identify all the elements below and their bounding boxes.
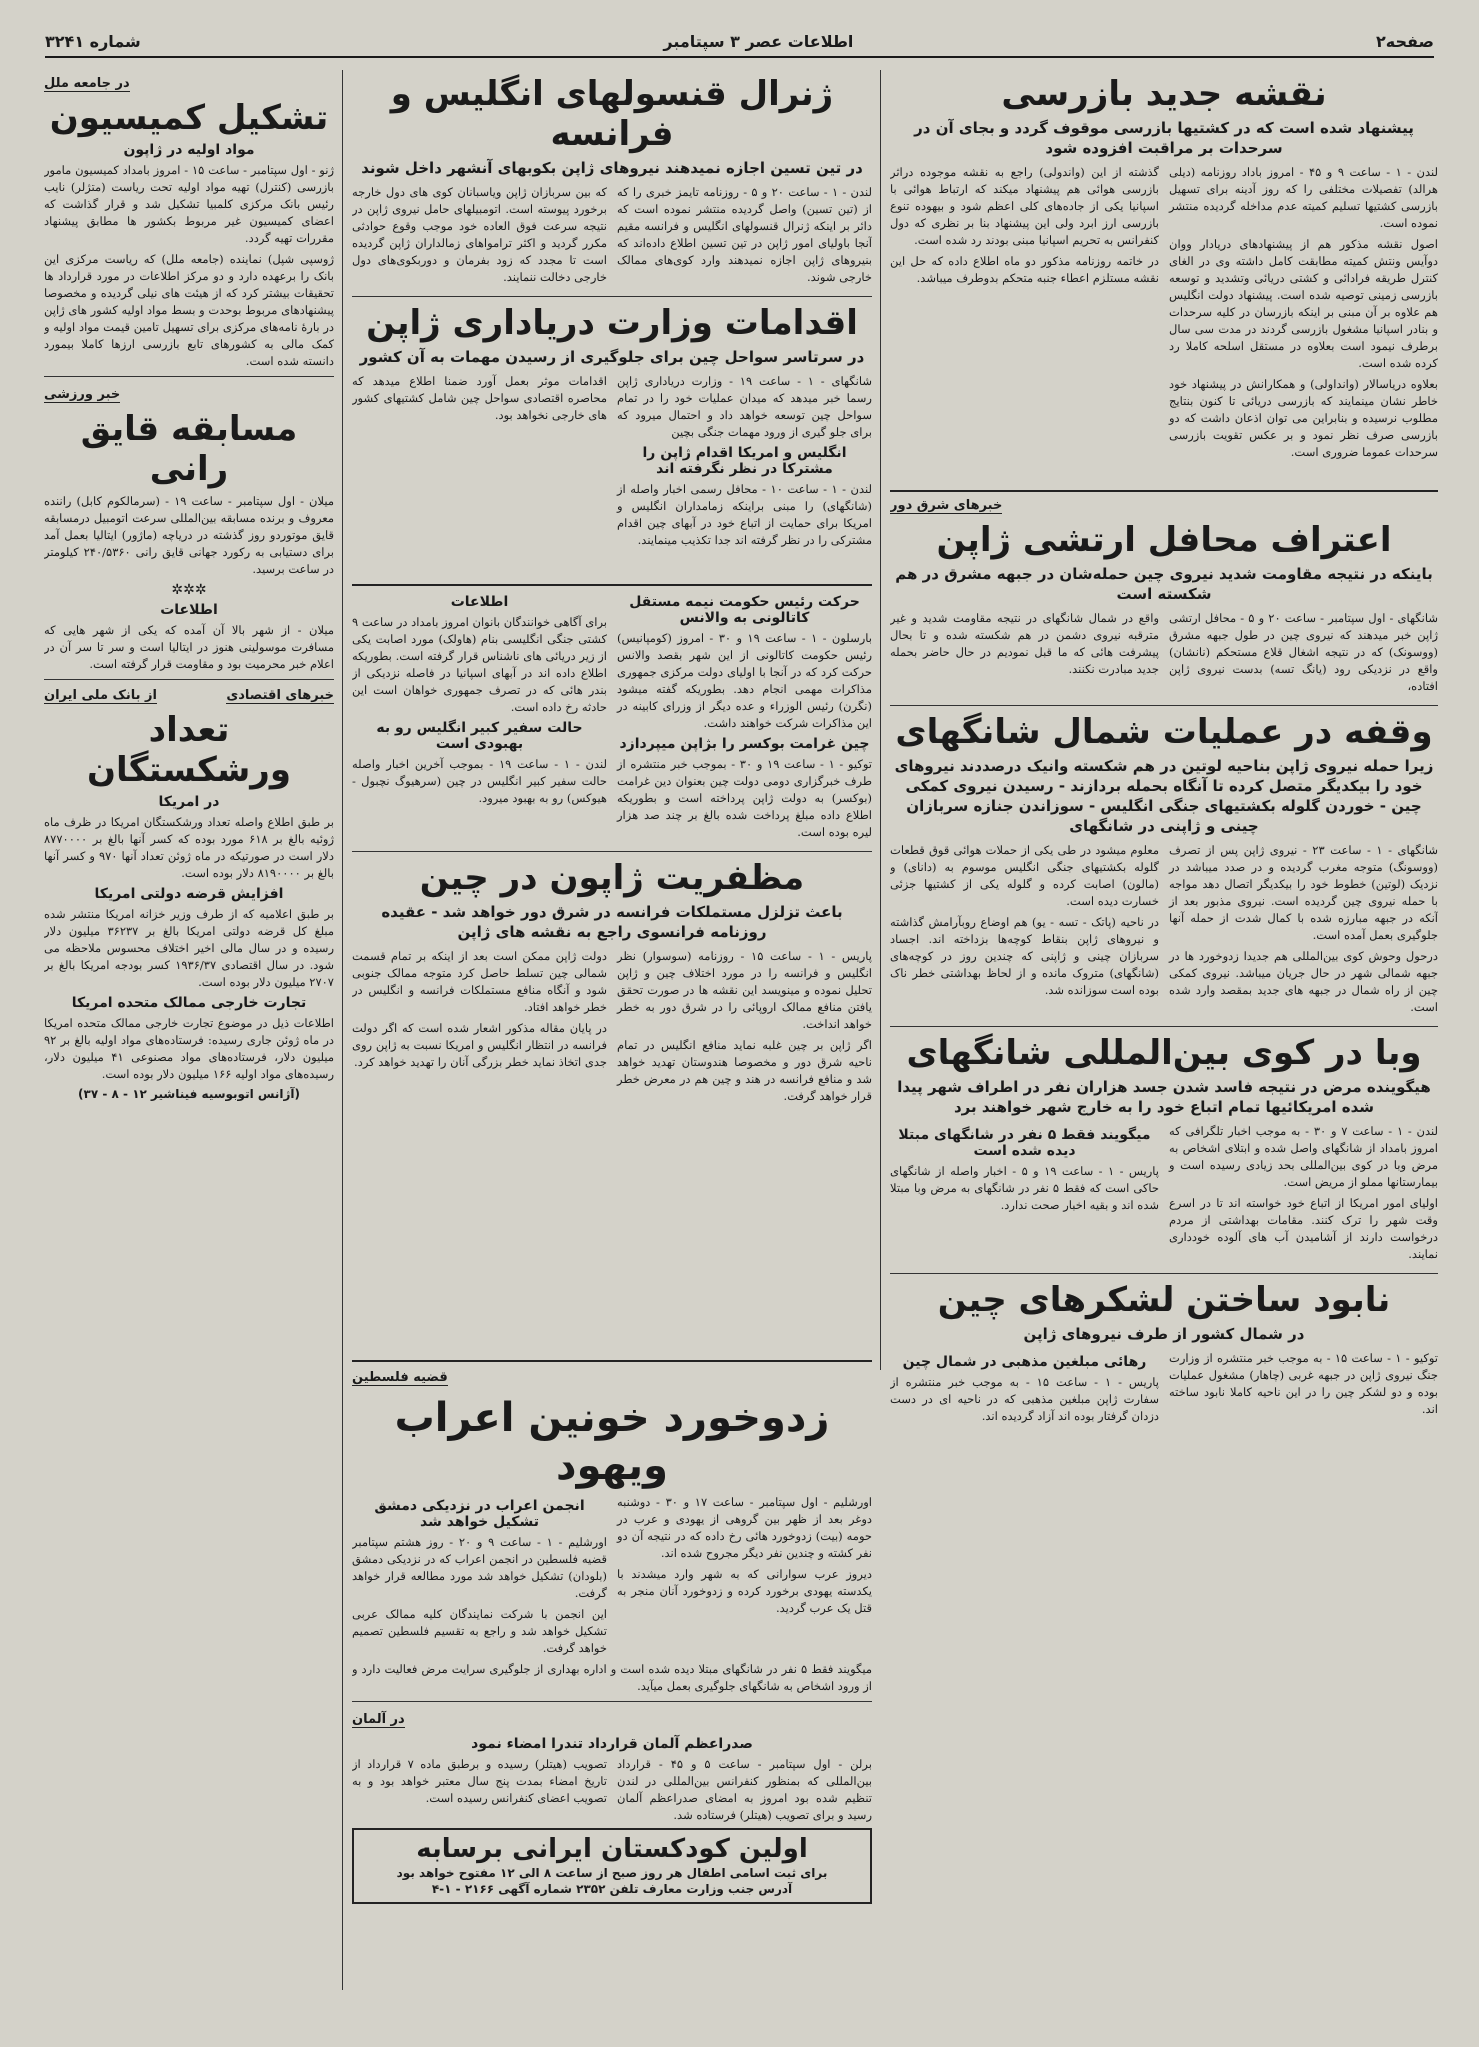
subheadline: زیرا حمله نیروی ژاپن بناحیه لوتین در هم شکسته وانیک درصددند نیروهای خود را بیکدیگر متصل کرده تا آنگاه بحمله بردازند - رسیدن نیروی کمکی چین - خوردن گلوله بکشتیهای جنگی انگلیس - سوزاندن جنازه سربازان چینی و ژاپنی در شانگهای [894,757,1434,835]
paragraph: این انجمن با شرکت نمایندگان کلیه ممالک عربی تشکیل خواهد شد و راجع به تقسیم فلسطین تصمیم خواهد گرفت. [352,1607,607,1655]
subheadline: حرکت رئیس حکومت نیمه مستقل کاتالونی به والانس [629,594,860,626]
paragraph: دولت ژاپن ممکن است بعد از اینکه بر تمام قسمت شمالی چین تسلط حاصل کرد متوجه ممالک جنوبی شود و آنگاه منافع مستملکات فرانسه و انگلیس در خطر خواهد افتاد. [352,949,607,1014]
paragraph: بارسلون - ۱ - ساعت ۱۹ و ۳۰ - امروز (کومپانیس) رئیس حکومت کاتالونی از این شهر بقصد والانس حرکت کرد که در آنجا با اولیای دولت مرکزی جمهوری مذاکرات مهمی انجام دهد. بطوریکه گفته میشود (نگرن) رئیس الوزراء و عده دیگر از وزرای کابینه در این مذاکرات شرکت خواهند داشت. [617,631,872,730]
far-east-news [890,494,1438,1864]
subheadline: در سرتاسر سواحل چین برای جلوگیری از رسیدن مهمات به آن کشور [359,348,865,366]
divider [44,376,334,377]
divider [890,705,1438,706]
paragraph: لندن - ۱ - ساعت ۲۰ و ۵ - روزنامه تایمز خبری را که از (تین تسین) واصل گردیده منتشر نموده است که دائر بر اینکه ژنرال قنسولهای انگلیس و فرانسه مقیم آنجا باولیای امور ژاپن در تین تسین اطلاع داده‌اند که بنیروهای ژاپن اجازه نمیدهند وارد کوی‌های ممالک خارجی شوند. [617,185,872,284]
paragraph: پاریس - ۱ - ساعت ۱۹ و ۵ - اخبار واصله از شانگهای حاکی است که فقط ۵ نفر در شانگهای به مرض وبا مبتلا شده اند و بقیه اخبار صحت ندارد. [890,1164,1160,1212]
ad-line: برای ثبت اسامی اطفال هر روز صبح از ساعت ۸ الی ۱۲ مفتوح خواهد بود [396,1866,828,1880]
ad-title: اولین کودکستان ایرانی برسابه [416,1834,808,1864]
section-tag: در آلمان [352,1712,405,1727]
subheadline: در امریکا [158,794,220,810]
paragraph: اصول نقشه مذکور هم از پیشنهادهای دریادار ووان دوآیس ونتش کمیته مطابقت کامل داشته وی در الغای کنترل طریقه فرادائی و کشتی دریائی وتشدید و توسعه بازرسی زمینی توصیه شده است. پیشنهاد دولت انگلیس هم علاوه بر آن مبنی بر اینکه بازرسان در کلیه سرحدات و بنادر اسپانیا مشغول بازرسی گردند در مدت سی سال برطرف نیمود است بعلاوه در مستقل اسلحه کاملا رد کرده شده است. [1169,237,1438,370]
paragraph: لندن - ۱ - ساعت ۱۰ - محافل رسمی اخبار واصله از (شانگهای) را مبنی براینکه زمامداران انگلیس و امریکا برای حمایت از اتباع خود در آبهای چین اقدام مشترکی را در نظر گرفته اند جدا تکذیب مینمایند. [617,482,872,547]
subheadline: اطلاعات [160,602,218,618]
section-rule [352,1360,872,1362]
section-tag: خبر ورزشی [44,387,121,402]
section-tag: در جامعه ملل [44,76,130,91]
paragraph: اورشلیم - ۱ - ساعت ۹ و ۲۰ - روز هشتم سپتامبر قضیه فلسطین در انجمن اعراب که در نزدیکی دمشق (بلودان) تشکیل خواهد شد مورد مطالعه قرار خواهد گرفت. [352,1535,607,1600]
paragraph: میلان - از شهر بالا آن آمده که یکی از شهر هایی که مسافرت موسولینی هنوز در ایتالیا است و سر تا سر آن در اعلام خبر محرمیت بود و مقاومت قرار گرفته است. [44,623,334,671]
divider [890,1273,1438,1274]
section-tag: قضیه فلسطین [352,1370,448,1385]
subheadline: انجمن اعراب در نزدیکی دمشق تشکیل خواهد شد [374,1498,585,1530]
paragraph: ژوسپی شپل) نماینده (جامعه ملل) که ریاست مرکزی این بانک را برعهده دارد و دو مرکز اطلاعات در مورد قرارداد ها تحقیقات بیشتر کرد که از هیئت های نیلی گردیده و مخصوصا پیشنهادهای مربوط بوحدت و بسط مواد اولیه کشور های ژاپن در بارهٔ نامه‌های مرکزی برای تسهیل تامین قیمت مواد اولیه و کمک مالی به کشورهای تابع بازرسی ارزها کاملا بیمورد دانسته شده است. [44,252,334,368]
paragraph: شانگهای - اول سپتامبر - ساعت ۲۰ و ۵ - محافل ارتشی ژاپن خبر میدهند که نیروی چین در طول جبهه مشرق (ووسونک) که در نتیجه اشغال قلاع مستحکم (نانشان) واقع در نزدیکی رود (یانگ تسه) بدست نیروی ژاپن افتاده، [1169,611,1438,693]
subheadline: رهائی مبلغین مذهبی در شمال چین [902,1354,1147,1370]
paragraph: توکیو - ۱ - ساعت ۱۵ - به موجب خبر منتشره از وزارت جنگ نیروی ژاپن در جبهه غربی (چاهار) مشغول عملیات بوده و دو لشکر چین را در این ناحیه کاملا نابود ساخته اند. [1169,1351,1438,1416]
paragraph: اورشلیم - اول سپتامبر - ساعت ۱۷ و ۳۰ - دوشنبه دوغر بعد از ظهر بین گروهی از یهودی و عرب در حومه (بیت) زدوخورد هائی رخ داده که در نتیجه آن دو نفر کشته و چندین نفر دیگر مجروح شده اند. [617,1495,872,1560]
left-column [44,72,334,2002]
subheadline: افزایش قرضه دولتی امریکا [94,886,284,902]
paragraph: گذشته از این (واندولی) راجع به نقشه موجوده دراثر بازرسی هوائی هم پیشنهاد میکند که ارتباط هوائی با اسپانیا یکی از جاده‌های کلی اعظم شود و بیهوده تنوع بازرسی ارز ابرد ولی این پیشنهاد بنا بر نظری که دول کنفرانس به تحریم اسپانیا مبنی بودند رد شده است. [890,165,1159,247]
paragraph: که بین سربازان ژاپن ویاسبانان کوی های دول خارجه برخورد پیوسته است. اتومبیلهای حامل نیروی ژاپن در نتیجه سرعت فوق العاده خود موجب وقوع حوادثی مکرر گردید و اکثر ترامواهای زمالداران ژاپن گردیده است تا مجدد که زود بفرمان و دوربکوی‌های دول خارجی دخالت ننمایند. [352,185,607,284]
headline: اقدامات وزارت دریاداری ژاپن [366,303,858,343]
paragraph: پاریس - ۱ - ساعت ۱۵ - به موجب خبر منتشره از سفارت ژاپن مبلغین مذهبی که در ناحیه ای در دست دزدان گرفتار بوده اند آزاد گردیده اند. [890,1375,1159,1423]
issue-number: شماره ۳۲۴۱ [45,31,141,51]
column-rule [342,70,343,1990]
separator-stars: ✲✲✲ [171,582,207,598]
paragraph: شانگهای - ۱ - ساعت ۱۹ - وزارت دریاداری ژاپن رسما خبر میدهد که میدان عملیات خود را در تمام سواحل چین توسعه خواهد داد و احتمال میرود که برای جلو گیری از ورود مهمات جنگی بچین [617,374,872,439]
paragraph: اطلاعات ذیل در موضوع تجارت خارجی ممالک متحده امریکا در ماه ژوئن جاری رسیده: فرستاده‌های مواد اولیه بالغ بر ۹۲ میلیون دلار، فرستاده‌های مواد مصنوعی ۴۱ میلیون دلار، رسیده‌های مواد اولیه ۱۶۶ میلیون دلار بوده است. [44,1016,334,1081]
subheadline: میگویند فقط ۵ نفر در شانگهای مبتلا دیده شده است [898,1127,1151,1159]
headline: مسابقه قایق رانی [80,409,298,489]
paragraph: در ناحیه (پاتک - تسه - یو) هم اوضاع روبآرامش گذاشته و نیروهای ژاپن بنقاط کوچه‌ها بزداخته اند. اجساد سربازان چینی و ژاپنی که چندین روز در کوچه‌های (شانگهای) متروک مانده و از لحاظ بهداشتی خطر ناک بوده است سوزانده شد. [890,915,1159,997]
subheadline: پیشنهاد شده است که در کشتیها بازرسی موقوف گردد و بجای آن در سرحدات بر مراقبت افزوده شود [914,119,1414,157]
paragraph: اگر ژاپن بر چین غلبه نماید منافع انگلیس در تمام ناحیه شرق دور و مخصوصا هندوستان تهدید خواهد شد و منافع فرانسه در هند و چین هم در معرض خطر قرار خواهد گرفت. [617,1038,872,1103]
paragraph: لندن - ۱ - ساعت ۱۹ - بموجب آخرین اخبار واصله حالت سفیر کبیر انگلیس در چین (سرهیوگ نچبول - هیوکس) رو به بهبود میرود. [352,757,608,805]
headline: زدوخورد خونین اعراب ویهود [394,1395,830,1489]
page-number: صفحه۲ [1376,31,1434,51]
headline: ژنرال قنسولهای انگلیس و فرانسه [390,74,834,154]
divider [352,851,872,852]
paragraph: شانگهای - ۱ - ساعت ۲۳ - نیروی ژاپن پس از تصرف (ووسونگ) متوجه مغرب گردیده و در صدد میباشد در نزدیک (لوتین) خطوط خود را بیکدیگر اتصال دهد مواجه با حمله نیروی چین گردیده است. نیروی مذبور بعد از آنکه در جبهه مبارزه شده با کمال شدت از حمله آنها جلوگیری بعمل آمده است. [1169,843,1438,942]
bottom-news [352,1366,872,2006]
subheadline: در شمال کشور از طرف نیروهای ژاپن [1023,1325,1305,1343]
ad-line: آدرس جنب وزارت معارف تلفن ۲۳۵۲ شماره آگهی ۲۱۶۶ - ۱-۴ [431,1882,793,1896]
column-rule [880,70,881,1370]
page-header [45,30,1434,58]
subheadline: باعث تزلزل مستملکات فرانسه در شرق دور خواهد شد - عقیده روزنامه فرانسوی راجع به نقشه های ژاپن [381,903,843,941]
article-consuls [352,72,872,580]
paragraph: درحول وحوش کوی بین‌المللی هم جدیدا زدوخورد ها در جبهه شمالی شهر در حال جریان میباشد. نیروی کمکی چین از راه شمال در جبهه های جدید بمقصد وارد شده است. [1169,949,1438,1014]
headline: نابود ساختن لشکرهای چین [937,1280,1391,1320]
paragraph: لندن - ۱ - ساعت ۷ و ۳۰ - به موجب اخبار تلگرافی که امروز بامداد از شانگهای واصل شده و ابتلای اشخاص به مرض وبا در کوی بین‌المللی بحد زیادی رسیده است و بیمارستانها مملو از مریض است. [1169,1124,1438,1189]
headline: وقفه در عملیات شمال شانگهای [895,712,1433,752]
divider [44,679,334,680]
section-tag: خبرهای شرق دور [890,498,1003,513]
subheadline: چین غرامت بوکسر را بژاپن میپردازد [619,736,870,752]
headline: تعداد ورشکستگان [87,710,291,790]
paragraph: پاریس - ۱ - ساعت ۱۵ - روزنامه (سوسوار) نظر انگلیس و فرانسه را در مورد اختلاف چین و ژاپن تحلیل نموده و مینویسد این نقشه ها در صورت تحقق یافتن منافع ممالک اروپائی را در شرق دور به خطر خواهد انداخت. [617,949,872,1031]
paragraph: برای آگاهی خوانندگان بانوان امروز بامداد در ساعت ۹ کشتی جنگی انگلیسی بنام (هاولک) مورد اصابت یکی از زیر دریائی های ناشناس قرار گرفته است. بطوریکه اطلاع داده اند در آبهای اسپانیا در فاصله نزدیکی از بندر هائی که در تصرف جمهوری خواهان است این حادثه رخ داده است. [352,615,607,714]
headline: تشکیل کمیسیون [49,98,329,138]
paragraph: برلن - اول سپتامبر - ساعت ۵ و ۴۵ - قرارداد بین‌المللی که بمنظور کنفرانس بین‌المللی در لندن تنظیم شده بود امروز به امضای صدراعظم آلمان رسید و برای تصویب (هیتلر) فرستاده شد. [617,1757,872,1822]
paragraph: در خاتمه روزنامه مذکور دو ماه اطلاع داده که حل این نقشه مستلزم اعطاء جنبه متحکم بدوطرف میباشد. [890,254,1159,285]
section-rule [352,584,872,586]
masthead-date: اطلاعات عصر ۳ سپتامبر [663,31,854,51]
subheadline: حالت سفیر کبیر انگلیس رو به بهبودی است [376,720,583,752]
section-tag: از بانک ملی ایران [44,688,157,703]
paragraph: توکیو - ۱ - ساعت ۱۹ و ۳۰ - بموجب خبر منتشره از طرف خبرگزاری دومی دولت چین بعنوان دین غرامت (بوکسر) به دولت ژاپن پرداخته است و بطوریکه اطلاع داده مبلغ پرداخت شده بالغ بر چند صد هزار لیره بوده است. [617,757,872,839]
paragraph: اقدامات موثر بعمل آورد ضمنا اطلاع میدهد که محاصره اقتصادی سواحل چین شامل کشتیهای کشور های خارجی نخواهد بود. [352,374,607,422]
advertisement [352,1828,872,1904]
headline: نقشه جدید بازرسی [1001,74,1327,114]
paragraph: بعلاوه دریاسالار (وانداولی) و همکارانش در پیشنهاد خود خاطر نشان مینمایند که بازرسی دریائی تا کنون بنتایج مطلوب نرسیده و بنابراین می توان اذعان داشت که دو بازرسی صرف نظر نمود و بر عکس تقویت بازرسی سرحدات عموما ضروری است. [1169,377,1438,459]
paragraph: در پایان مقاله مذکور اشعار شده است که اگر دولت فرانسه در انتظار انگلیس و امریکا نسبت به ژاپن روی جدی اتخاذ نماید خطر بزرگی آنان را تهدید خواهد کرد. [352,1021,607,1069]
section-rule [890,490,1438,492]
subheadline: انگلیس و امریکا اقدام ژاپن را مشترکا در نظر نگرفته اند [642,445,847,477]
paragraph: ژنو - اول سپتامبر - ساعت ۱۵ - امروز بامداد کمیسیون مامور بازرسی (کنترل) تهیه مواد اولیه تحت ریاست (متژلر) نایب رئیس بانک مرکزی کلمبیا تشکیل شد و قرار گذاشت که اعضای کمیسیون غیر مربوط بکشور ها مطابق پیشنهاد مقررات تهیه گردد. [44,163,334,245]
paragraph: واقع در شمال شانگهای در نتیجه مقاومت شدید و غیر مترقبه نیروی دشمن در هم شکسته شده و تا بحال پیشرفت هائی که ما قبل نمودیم در حال حاضر بحمله جدید مبادرت نکنند. [890,611,1159,676]
subheadline: صدراعظم آلمان قرارداد تندرا امضاء نمود [471,1736,753,1752]
paragraph: میگویند فقط ۵ نفر در شانگهای مبتلا دیده شده است و اداره بهداری از جلوگیری سرایت مرض فعالیت دارد و از ورود اشخاص به شانگهای جلوگیری بعمل میآید. [352,1662,872,1693]
headline: وبا در کوی بین‌المللی شانگهای [906,1033,1422,1073]
divider [890,1026,1438,1027]
subheadline: باینکه در نتیجه مقاومت شدید نیروی چین حمله‌شان در جبهه مشرق در هم شکسته است [895,565,1433,603]
paragraph: تصویب (هیتلر) رسیده و برطبق ماده ۷ قرارداد از تاریخ امضاء بمدت پنج سال معتبر خواهد بود و به تصویب اعضای کنفرانس رسیده است. [352,1757,607,1805]
divider [352,1701,872,1702]
paragraph: میلان - اول سپتامبر - ساعت ۱۹ - (سرمالکوم کابل) راننده معروف و برنده مسابقه بین‌المللی سرعت اتومبیل درمسابقه قایق موتوردو روز گذشته در دریاچه (ماژور) ایتالیا بعمل آمد برای دستیابی به رکورد جهانی قایق رانی ۲۴۰/۵۳۶۰ کیلومتر در ساعت برسید. [44,494,334,576]
subheadline: مواد اولیه در ژاپون [123,142,255,158]
paragraph: لندن - ۱ - ساعت ۹ و ۴۵ - امروز باداد روزنامه (دیلی هرالد) تفصیلات مختلفی را که روز آدینه برای تسهیل بازرسی کشتیها تسلیم کمیته عدم مداخله گردیده منتشر نموده است. [1169,165,1438,230]
subheadline: در تین تسین اجازه نمیدهند نیروهای ژاپن بکوبهای آنشهر داخل شوند [361,159,863,177]
headline: مظفریت ژاپون در چین [419,858,805,898]
center-news [352,590,872,1350]
article-inspection-plan [890,72,1438,480]
source-footer: (آژانس اتوبوسیه فیناشیر ۱۲ - ۸ - ۳۷) [78,1087,300,1101]
section-tag: خبرهای اقتصادی [226,688,334,703]
subheadline: تجارت خارجی ممالک متحده امریکا [71,995,307,1011]
paragraph: بر طبق اطلاع واصله تعداد ورشکستگان امریکا در ظرف ماه ژوئیه بالغ بر ۶۱۸ مورد بوده که کسر آنها بالغ بر ۸۷۷۰۰۰۰ دلار است در صورتیکه در ماه ژوئن تعداد آنها ۹۷۰ و کسر آنها بالغ بر ۸۱۹۰۰۰۰ دلار بوده است. [44,815,334,880]
divider [352,296,872,297]
paragraph: بر طبق اعلامیه که از طرف وزیر خزانه امریکا منتشر شده مبلغ کل قرضه دولتی امریکا بالغ بر ۳۶۲۳۷ میلیون دلار رسیده و در سال مالی اخیر اختلاف محسوس ملاحظه می شود. در سال اقتصادی ۱۹۳۶/۳۷ کسر بودجه امریکا بالغ بر ۲۷۰۷ میلیون دلار بوده است. [44,907,334,989]
subheadline: اطلاعات [450,594,509,610]
paragraph: دیروز عرب سوارانی که به شهر وارد میشدند با یکدسته یهودی برخورد کرده و زدوخورد آنان منجر به قتل یک عرب گردید. [617,1567,872,1615]
paragraph: معلوم میشود در طی یکی از حملات هوائی قوق قطعات گلوله بکشتیهای جنگی انگلیس موسوم به (دانای) و (مالون) اصابت کرده و گلوله یکی از کشتیها جزئی خسارت دیده است. [890,843,1159,908]
subheadline: هیگوینده مرض در نتیجه فاسد شدن جسد هزاران نفر در اطراف شهر پیدا شده امریکائیها تمام اتباع خود را به خارج شهر خواهند برد [897,1078,1431,1116]
headline: اعتراف محافل ارتشی ژاپن [936,520,1392,560]
paragraph: اولیای امور امریکا از اتباع خود خواسته اند تا در اسرع وقت شهر را ترک کنند. مقامات بهداشتی از مردم درخواست دارند از آشامیدن آب های آلوده خودداری نمایند. [1169,1196,1438,1261]
